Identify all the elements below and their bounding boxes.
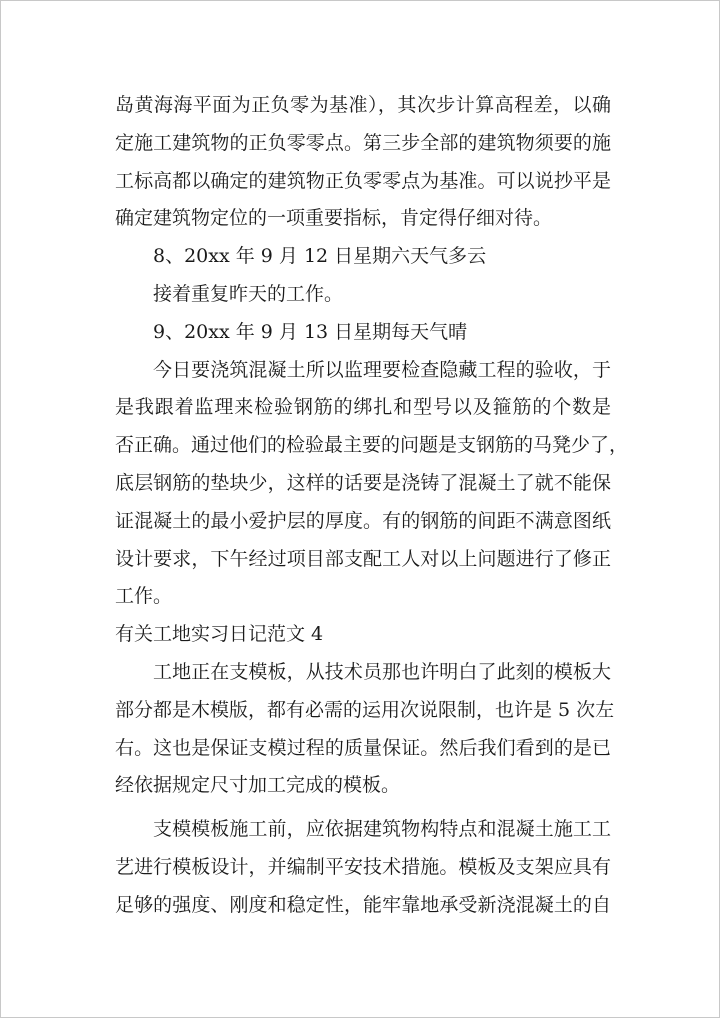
- text-line: 设计要求，下午经过项目部支配工人对以上问题进行了修正: [115, 547, 611, 570]
- text-line: 今日要浇筑混凝土所以监理要检查隐藏工程的验收，于: [153, 358, 611, 381]
- text-line: 是我跟着监理来检验钢筋的绑扎和型号以及箍筋的个数是: [115, 396, 611, 419]
- text-line: 定施工建筑物的正负零零点。第三步全部的建筑物须要的施: [115, 131, 611, 154]
- text-line: 艺进行模板设计，并编制平安技术措施。模板及支架应具有: [115, 855, 611, 878]
- section-title: 有关工地实习日记范文 4: [115, 623, 324, 646]
- diary-entry-heading: 9、20xx 年 9 月 13 日星期每天气晴: [153, 320, 468, 343]
- text-line: 否正确。通过他们的检验最主要的问题是支钢筋的马凳少了，: [115, 434, 629, 457]
- text-line: 支模模板施工前，应依据建筑物构特点和混凝土施工工: [153, 818, 611, 841]
- text-line: 足够的强度、刚度和稳定性，能牢靠地承受新浇混凝土的自: [115, 893, 611, 916]
- text-line: 底层钢筋的垫块少，这样的话要是浇铸了混凝土了就不能保: [115, 471, 611, 494]
- text-line: 工地正在支模板，从技术员那也许明白了此刻的模板大: [153, 660, 611, 683]
- diary-entry-heading: 8、20xx 年 9 月 12 日星期六天气多云: [153, 245, 487, 268]
- document-body: [115, 87, 629, 925]
- text-line: 工作。: [115, 585, 173, 608]
- text-line: 接着重复昨天的工作。: [153, 282, 344, 305]
- text-line: 确定建筑物定位的一项重要指标，肯定得仔细对待。: [115, 207, 553, 230]
- text-line: 右。这也是保证支模过程的质量保证。然后我们看到的是已: [115, 736, 611, 759]
- text-line: 证混凝土的最小爱护层的厚度。有的钢筋的间距不满意图纸: [115, 509, 611, 532]
- text-line: 岛黄海海平面为正负零为基准），其次步计算高程差，以确: [115, 94, 611, 116]
- text-line: 工标高都以确定的建筑物正负零零点为基准。可以说抄平是: [115, 169, 611, 192]
- text-line: 经依据规定尺寸加工完成的模板。: [115, 774, 401, 797]
- text-line: 部分都是木模版，都有必需的运用次说限制，也许是 5 次左: [115, 698, 615, 721]
